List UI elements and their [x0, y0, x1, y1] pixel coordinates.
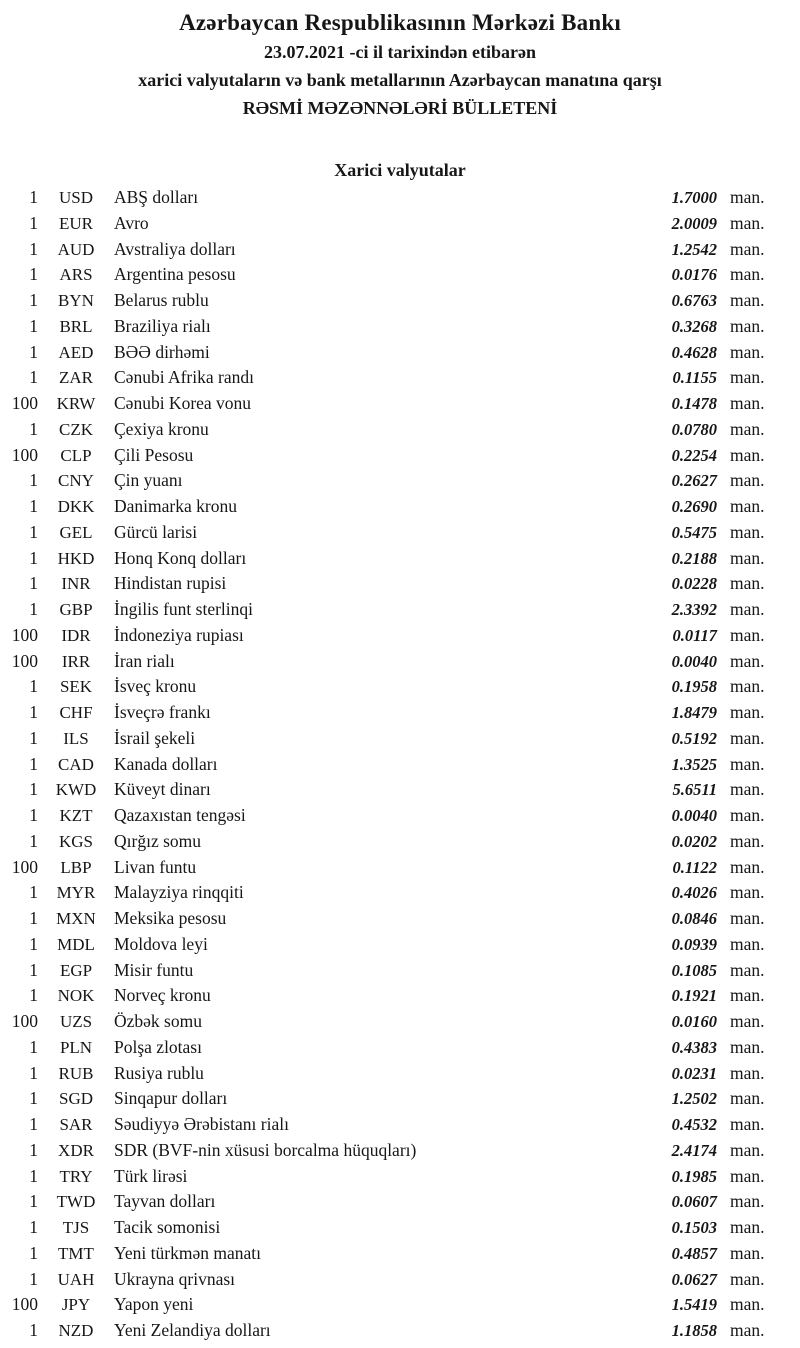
rate-unit: man. [730, 1242, 765, 1263]
rate-unit: man. [730, 1165, 765, 1186]
table-row [4, 1088, 774, 1114]
rate-unit: man. [730, 547, 765, 568]
currency-name: Türk lirəsi [114, 1165, 188, 1186]
rate-unit: man. [730, 856, 765, 877]
currency-code: ZAR [59, 368, 93, 388]
rate-value: 0.0231 [671, 1063, 717, 1083]
rate-value: 0.0040 [671, 806, 717, 825]
rate-unit: man. [730, 1011, 765, 1031]
currency-code: NZD [58, 1321, 94, 1340]
table-row [4, 522, 774, 548]
rate-value: 0.1085 [671, 960, 717, 980]
rate-value: 1.2502 [671, 1089, 717, 1109]
currency-quantity: 1 [29, 779, 38, 800]
rate-value: 0.0176 [671, 265, 717, 285]
currency-name: Argentina pesosu [114, 264, 236, 285]
table-row [4, 728, 774, 754]
currency-code: HKD [57, 548, 95, 568]
table-row [4, 342, 774, 368]
currency-name: Ukrayna qrivnası [114, 1268, 236, 1289]
table-row [4, 1114, 774, 1140]
rate-value: 0.1478 [671, 394, 717, 413]
currency-quantity: 1 [29, 727, 38, 748]
table-row [4, 1320, 774, 1346]
currency-name: İsveçrə frankı [114, 702, 211, 722]
rate-unit: man. [730, 521, 765, 542]
currency-name: ABŞ dolları [114, 187, 199, 207]
currency-code: ILS [63, 728, 89, 748]
table-row [4, 779, 774, 805]
currency-quantity: 1 [29, 341, 38, 362]
currency-code: TWD [56, 1192, 96, 1212]
rate-value: 1.3525 [671, 754, 717, 774]
rate-unit: man. [730, 1062, 765, 1083]
rate-value: 0.2690 [671, 497, 717, 516]
currency-code: BRL [59, 316, 93, 336]
rate-unit: man. [730, 212, 765, 233]
rate-value: 0.1503 [671, 1218, 717, 1237]
rate-value: 0.1122 [672, 857, 717, 877]
currency-code: UZS [59, 1012, 93, 1031]
table-row [4, 419, 774, 445]
rate-value: 0.4383 [671, 1037, 717, 1057]
currency-quantity: 1 [29, 1114, 38, 1134]
rate-unit: man. [730, 702, 765, 722]
rate-unit: man. [730, 1036, 765, 1057]
rate-value: 0.1155 [672, 368, 717, 388]
currency-quantity: 1 [29, 367, 38, 388]
currency-quantity: 100 [11, 1011, 38, 1031]
currency-quantity: 1 [29, 315, 38, 336]
rate-value: 0.6763 [671, 291, 717, 310]
currency-name: Meksika pesosu [114, 908, 227, 928]
subject-line: xarici valyutaların və bank metallarının Azərbaycan manatına qarşı [138, 70, 662, 90]
table-row [4, 470, 774, 496]
document-header [0, 0, 800, 122]
table-row [4, 1140, 774, 1166]
table-row [4, 805, 774, 831]
currency-code: EUR [59, 213, 93, 233]
currency-name: Yapon yeni [114, 1294, 194, 1315]
rate-value: 0.5475 [671, 522, 717, 542]
rate-unit: man. [730, 393, 765, 413]
bank-title: Azərbaycan Respublikasının Mərkəzi Bankı [179, 10, 621, 35]
currency-quantity: 1 [29, 264, 38, 285]
bulletin-title: RƏSMİ MƏZƏNNƏLƏRİ BÜLLETENİ [242, 98, 558, 118]
rate-value: 0.4857 [671, 1243, 717, 1263]
table-row [4, 1166, 774, 1192]
currency-name: Norveç kronu [114, 985, 211, 1006]
currency-code: AUD [57, 239, 95, 259]
rate-unit: man. [730, 727, 765, 748]
rate-value: 0.2627 [671, 471, 717, 491]
currency-quantity: 1 [29, 676, 38, 697]
table-row [4, 393, 774, 419]
currency-code: CLP [60, 445, 92, 465]
currency-code: IDR [61, 625, 91, 645]
currency-code: TJS [62, 1218, 90, 1237]
table-row [4, 1217, 774, 1243]
currency-code: LBP [60, 857, 92, 877]
currency-name: Avstraliya dolları [114, 238, 236, 259]
currency-code: TRY [59, 1166, 93, 1186]
currency-code: MXN [56, 909, 96, 928]
rate-unit: man. [730, 882, 765, 903]
currency-quantity: 1 [29, 1191, 38, 1212]
currency-quantity: 1 [29, 1088, 38, 1109]
table-row [4, 934, 774, 960]
table-row [4, 445, 774, 471]
currency-code: ARS [59, 265, 93, 285]
rate-value: 0.0939 [671, 934, 717, 954]
rate-unit: man. [730, 1294, 765, 1315]
rate-value: 0.1921 [671, 986, 717, 1006]
currency-name: Çexiya kronu [114, 418, 209, 439]
currency-name: İsrail şekeli [114, 727, 196, 748]
currency-quantity: 1 [29, 933, 38, 954]
rate-value: 5.6511 [672, 780, 717, 800]
rate-value: 0.4026 [671, 883, 717, 903]
table-row [4, 599, 774, 625]
currency-quantity: 1 [29, 882, 38, 903]
currency-name: Səudiyyə Ərəbistanı rialı [114, 1114, 289, 1134]
section-title-foreign-currencies: Xarici valyutalar [334, 160, 466, 180]
rate-value: 0.5192 [671, 728, 717, 748]
currency-name: Braziliya rialı [114, 315, 211, 336]
currency-quantity: 100 [11, 650, 38, 671]
effective-date-line: 23.07.2021 -ci il tarixindən etibarən [264, 42, 536, 62]
rate-unit: man. [730, 315, 765, 336]
rate-unit: man. [730, 470, 765, 491]
currency-quantity: 1 [29, 573, 38, 594]
exchange-rates-table [0, 187, 800, 1346]
rate-unit: man. [730, 599, 765, 619]
rate-unit: man. [730, 290, 765, 310]
currency-quantity: 1 [29, 1217, 38, 1237]
table-row [4, 1191, 774, 1217]
currency-name: Cənubi Afrika randı [114, 367, 254, 388]
table-row [4, 857, 774, 883]
currency-name: Rusiya rublu [114, 1062, 204, 1083]
rate-unit: man. [730, 959, 765, 980]
currency-code: INR [61, 574, 91, 594]
currency-quantity: 1 [29, 1320, 38, 1340]
rate-unit: man. [730, 624, 765, 645]
table-row [4, 1243, 774, 1269]
currency-quantity: 1 [29, 496, 38, 516]
currency-quantity: 1 [29, 702, 38, 722]
rate-value: 2.3392 [671, 600, 717, 619]
currency-quantity: 1 [29, 1165, 38, 1186]
currency-code: AED [58, 342, 94, 362]
table-row [4, 264, 774, 290]
rate-value: 1.7000 [671, 188, 717, 207]
currency-name: İndoneziya rupiası [114, 624, 244, 645]
currency-name: Tayvan dolları [114, 1191, 216, 1212]
currency-quantity: 1 [29, 753, 38, 774]
currency-code: CAD [58, 754, 94, 774]
currency-name: Gürcü larisi [114, 521, 198, 542]
table-row [4, 651, 774, 677]
table-row [4, 831, 774, 857]
currency-quantity: 1 [29, 599, 38, 619]
currency-name: Çin yuanı [114, 470, 183, 491]
currency-code: SEK [59, 677, 93, 697]
currency-name: İngilis funt sterlinqi [114, 599, 254, 619]
currency-code: KZT [59, 806, 93, 825]
currency-quantity: 1 [29, 1242, 38, 1263]
currency-name: Avro [114, 212, 149, 233]
rate-unit: man. [730, 187, 765, 207]
table-row [4, 1269, 774, 1295]
currency-code: SAR [59, 1115, 93, 1134]
currency-quantity: 100 [11, 393, 38, 413]
currency-quantity: 1 [29, 290, 38, 310]
rate-value: 0.0846 [671, 909, 717, 928]
currency-quantity: 1 [29, 830, 38, 851]
currency-code: MYR [56, 883, 96, 903]
currency-quantity: 1 [29, 212, 38, 233]
currency-code: JPY [61, 1295, 91, 1315]
currency-quantity: 1 [29, 418, 38, 439]
currency-quantity: 1 [29, 908, 38, 928]
table-row [4, 702, 774, 728]
currency-code: PLN [59, 1037, 93, 1057]
table-row [4, 882, 774, 908]
currency-name: Sinqapur dolları [114, 1088, 228, 1109]
currency-name: Misir funtu [114, 959, 194, 980]
rate-value: 1.8479 [671, 703, 717, 722]
currency-code: TMT [58, 1243, 94, 1263]
currency-quantity: 1 [29, 959, 38, 980]
rate-unit: man. [730, 933, 765, 954]
rate-unit: man. [730, 830, 765, 851]
table-row [4, 548, 774, 574]
currency-name: Moldova leyi [114, 933, 208, 954]
currency-code: EGP [59, 960, 93, 980]
rate-unit: man. [730, 1114, 765, 1134]
currency-name: Hindistan rupisi [114, 573, 227, 594]
currency-code: DKK [57, 497, 95, 516]
currency-name: Qazaxıstan tengəsi [114, 805, 246, 825]
rate-value: 0.0627 [671, 1269, 717, 1289]
rate-unit: man. [730, 444, 765, 465]
rate-value: 0.3268 [671, 316, 717, 336]
rate-value: 0.4532 [671, 1115, 717, 1134]
currency-code: XDR [58, 1140, 94, 1160]
rate-value: 1.5419 [671, 1295, 717, 1315]
rate-unit: man. [730, 238, 765, 259]
currency-quantity: 100 [11, 856, 38, 877]
currency-code: CHF [59, 703, 93, 722]
rate-unit: man. [730, 908, 765, 928]
rate-value: 2.4174 [671, 1140, 717, 1160]
rate-value: 0.0202 [671, 831, 717, 851]
rate-unit: man. [730, 573, 765, 594]
rate-unit: man. [730, 753, 765, 774]
currency-name: Danimarka kronu [114, 496, 237, 516]
currency-name: Özbək somu [114, 1011, 202, 1031]
currency-name: Yeni türkmən manatı [114, 1242, 261, 1263]
rate-unit: man. [730, 1268, 765, 1289]
rate-value: 0.2188 [671, 548, 717, 568]
currency-name: Livan funtu [114, 856, 197, 877]
table-row [4, 573, 774, 599]
table-row [4, 316, 774, 342]
rate-unit: man. [730, 496, 765, 516]
currency-quantity: 1 [29, 470, 38, 491]
currency-quantity: 100 [11, 624, 38, 645]
table-row [4, 496, 774, 522]
currency-quantity: 1 [29, 547, 38, 568]
currency-name: Qırğız somu [114, 830, 202, 851]
rate-value: 2.0009 [671, 213, 717, 233]
currency-code: CZK [59, 419, 93, 439]
currency-quantity: 1 [29, 521, 38, 542]
rate-unit: man. [730, 805, 765, 825]
currency-name: Belarus rublu [114, 290, 209, 310]
currency-quantity: 1 [29, 1139, 38, 1160]
currency-name: İsveç kronu [114, 676, 197, 697]
rate-value: 0.0160 [671, 1012, 717, 1031]
rate-value: 0.1958 [671, 677, 717, 697]
rate-unit: man. [730, 341, 765, 362]
currency-name: Malayziya rinqqiti [114, 882, 244, 903]
rate-unit: man. [730, 264, 765, 285]
currency-name: BƏƏ dirhəmi [114, 341, 210, 362]
rate-value: 0.2254 [671, 445, 717, 465]
table-row [4, 187, 774, 213]
currency-quantity: 100 [11, 444, 38, 465]
rate-unit: man. [730, 367, 765, 388]
table-row [4, 908, 774, 934]
currency-quantity: 1 [29, 1268, 38, 1289]
currency-code: UAH [57, 1269, 95, 1289]
table-row [4, 676, 774, 702]
currency-quantity: 1 [29, 805, 38, 825]
currency-code: MDL [57, 934, 95, 954]
rate-unit: man. [730, 1320, 765, 1340]
currency-code: CNY [58, 471, 94, 491]
rate-value: 0.0780 [671, 419, 717, 439]
rate-value: 0.0228 [671, 574, 717, 594]
table-row [4, 1011, 774, 1037]
rate-unit: man. [730, 779, 765, 800]
table-row [4, 754, 774, 780]
currency-name: SDR (BVF-nin xüsusi borcalma hüquqları) [114, 1139, 417, 1160]
currency-name: Yeni Zelandiya dolları [114, 1320, 271, 1340]
currency-code: NOK [57, 986, 95, 1006]
currency-name: Küveyt dinarı [114, 779, 211, 800]
currency-quantity: 1 [29, 985, 38, 1006]
currency-name: Çili Pesosu [114, 444, 194, 465]
currency-quantity: 1 [29, 1036, 38, 1057]
table-row [4, 985, 774, 1011]
currency-name: Tacik somonisi [114, 1217, 221, 1237]
currency-name: Polşa zlotası [114, 1036, 202, 1057]
rate-value: 0.0040 [671, 651, 717, 671]
currency-code: KWD [55, 780, 97, 800]
rate-unit: man. [730, 418, 765, 439]
currency-code: KGS [58, 831, 93, 851]
rate-unit: man. [730, 1088, 765, 1109]
table-row [4, 1037, 774, 1063]
rate-unit: man. [730, 650, 765, 671]
rate-unit: man. [730, 1139, 765, 1160]
currency-name: Kanada dolları [114, 753, 218, 774]
table-row [4, 1063, 774, 1089]
table-row [4, 625, 774, 651]
rate-value: 1.2542 [671, 239, 717, 259]
table-row [4, 1294, 774, 1320]
currency-name: Honq Konq dolları [114, 547, 247, 568]
table-row [4, 960, 774, 986]
table-row [4, 239, 774, 265]
rate-unit: man. [730, 985, 765, 1006]
currency-code: SGD [58, 1089, 93, 1109]
currency-name: İran rialı [114, 650, 175, 671]
currency-code: RUB [58, 1063, 94, 1083]
currency-quantity: 1 [29, 187, 38, 207]
rate-value: 1.1858 [671, 1321, 717, 1340]
table-row [4, 290, 774, 316]
rate-value: 0.4628 [671, 342, 717, 362]
table-row [4, 213, 774, 239]
currency-quantity: 100 [11, 1294, 38, 1315]
rate-value: 0.0117 [672, 625, 717, 645]
currency-code: USD [58, 188, 93, 207]
currency-code: KRW [56, 394, 96, 413]
rate-value: 0.0607 [671, 1192, 717, 1212]
currency-code: GBP [59, 600, 93, 619]
currency-code: IRR [61, 651, 91, 671]
currency-quantity: 1 [29, 238, 38, 259]
currency-code: GEL [59, 522, 93, 542]
rate-unit: man. [730, 676, 765, 697]
rate-unit: man. [730, 1217, 765, 1237]
currency-name: Cənubi Korea vonu [114, 393, 252, 413]
table-row [4, 367, 774, 393]
currency-quantity: 1 [29, 1062, 38, 1083]
currency-code: BYN [58, 291, 94, 310]
rate-value: 0.1985 [671, 1166, 717, 1186]
rate-unit: man. [730, 1191, 765, 1212]
